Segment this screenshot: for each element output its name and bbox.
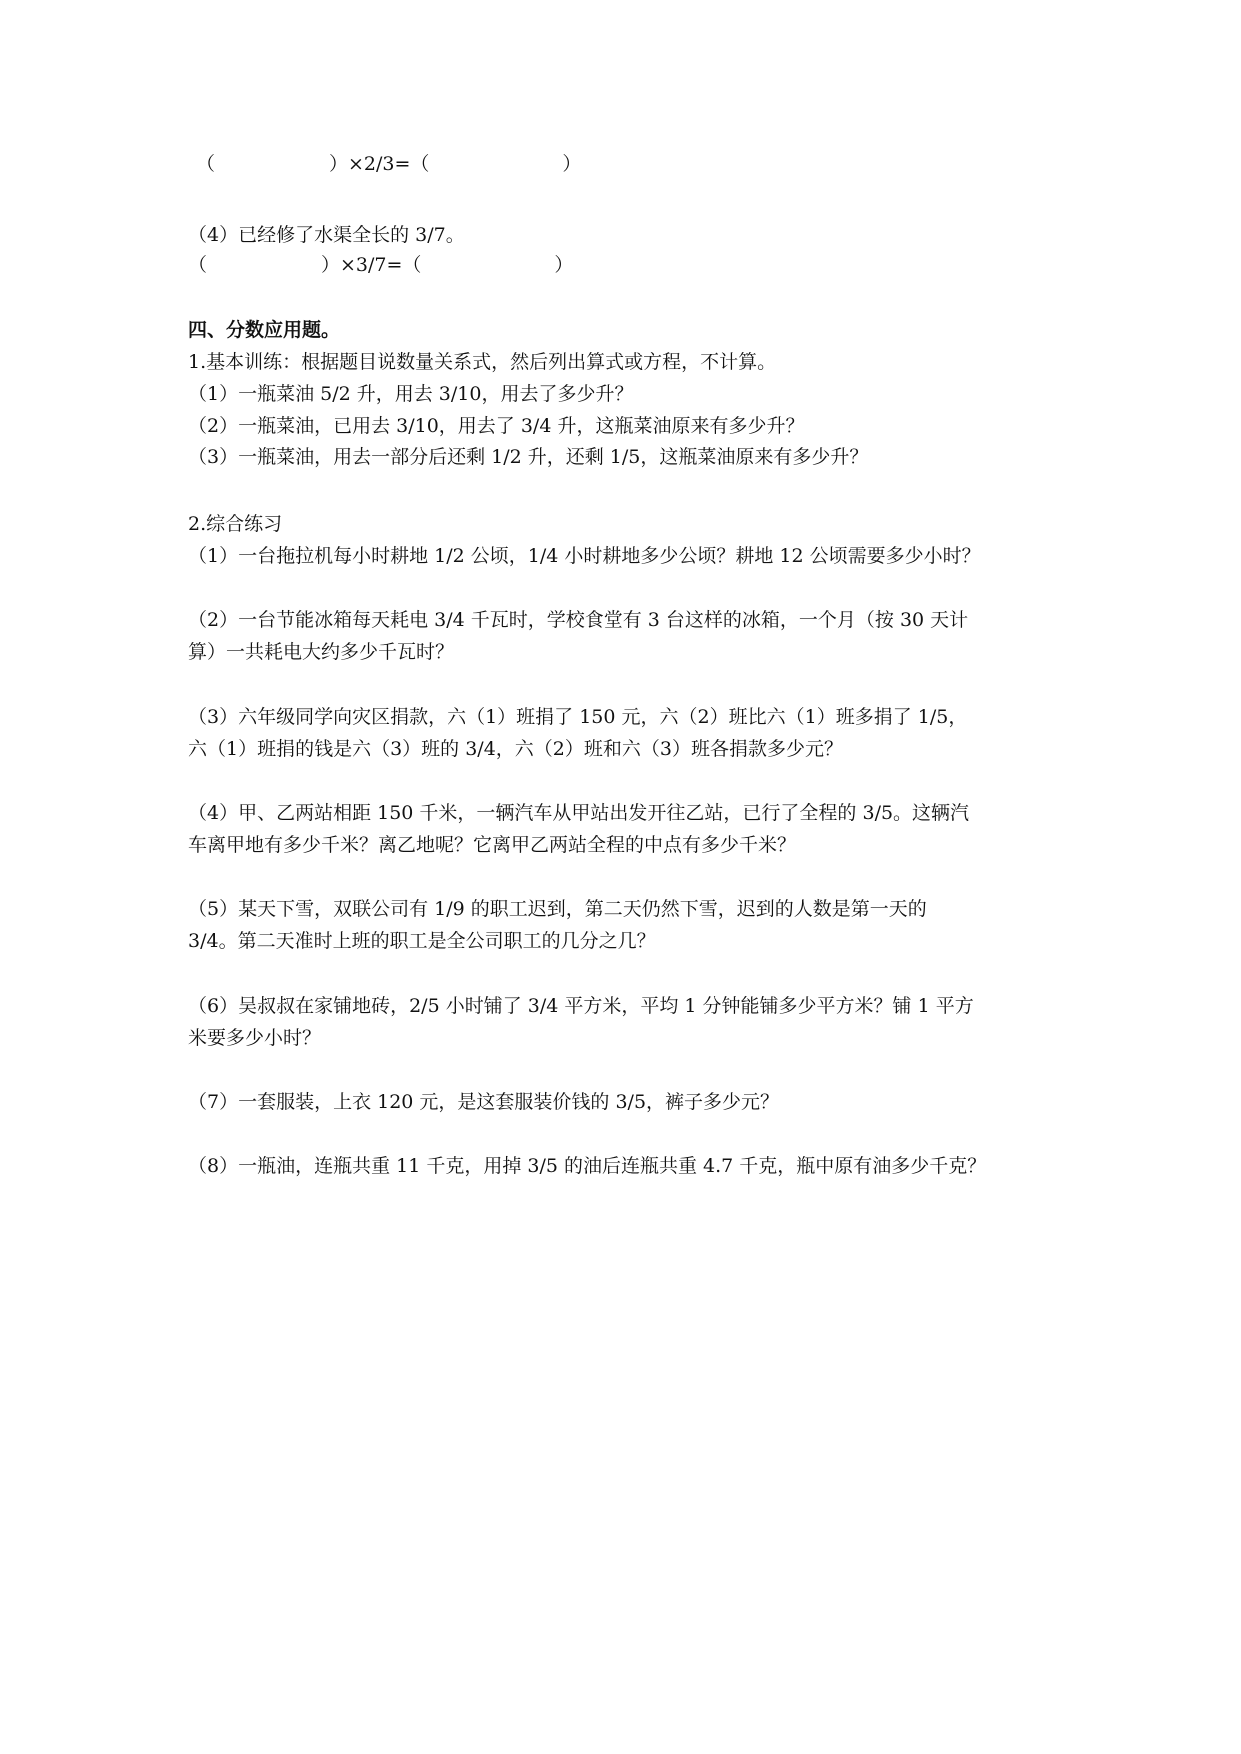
comprehensive-question-6-line-1: （6）吴叔叔在家铺地砖，2/5 小时铺了 3/4 平方米，平均 1 分钟能铺多少平方米？铺 1 平方	[188, 995, 974, 1017]
basic-question-3: （3）一瓶菜油，用去一部分后还剩 1/2 升，还剩 1/5，这瓶菜油原来有多少升？	[188, 446, 869, 468]
comprehensive-question-4-line-2: 车离甲地有多少千米？离乙地呢？它离甲乙两站全程的中点有多少千米？	[188, 834, 797, 856]
blank-equation-2-3: （ ）×2/3=（ ）	[196, 153, 582, 175]
basic-question-2: （2）一瓶菜油，已用去 3/10，用去了 3/4 升，这瓶菜油原来有多少升？	[188, 415, 805, 437]
comprehensive-question-4-line-1: （4）甲、乙两站相距 150 千米，一辆汽车从甲站出发开往乙站，已行了全程的 3/5。这辆汽	[188, 802, 970, 824]
comprehensive-question-6-line-2: 米要多少小时？	[188, 1027, 322, 1049]
comprehensive-question-5-line-1: （5）某天下雪，双联公司有 1/9 的职工迟到，第二天仍然下雪，迟到的人数是第一天的	[188, 898, 927, 920]
comprehensive-question-1: （1）一台拖拉机每小时耕地 1/2 公顷，1/4 小时耕地多少公顷？耕地 12 公顷需要多少小时？	[188, 545, 981, 567]
comprehensive-question-7: （7）一套服装，上衣 120 元，是这套服装价钱的 3/5，裤子多少元？	[188, 1091, 780, 1113]
blank-equation-3-7: （ ）×3/7=（ ）	[188, 254, 574, 276]
comprehensive-question-8: （8）一瓶油，连瓶共重 11 千克，用掉 3/5 的油后连瓶共重 4.7 千克，瓶中原有油多少千克？	[188, 1155, 987, 1177]
section-heading: 四、分数应用题。	[188, 319, 341, 341]
comprehensive-question-2-line-1: （2）一台节能冰箱每天耗电 3/4 千瓦时，学校食堂有 3 台这样的冰箱，一个月（按 30 天计	[188, 609, 969, 631]
comprehensive-question-3-line-2: 六（1）班捐的钱是六（3）班的 3/4，六（2）班和六（3）班各捐款多少元？	[188, 738, 843, 760]
basic-question-1: （1）一瓶菜油 5/2 升，用去 3/10，用去了多少升？	[188, 383, 634, 405]
basic-training-title: 1.基本训练：根据题目说数量关系式，然后列出算式或方程，不计算。	[188, 351, 777, 373]
comprehensive-title: 2.综合练习	[188, 513, 283, 535]
comprehensive-question-3-line-1: （3）六年级同学向灾区捐款，六（1）班捐了 150 元，六（2）班比六（1）班多捐了 1/5，	[188, 706, 968, 728]
item-4-text: （4）已经修了水渠全长的 3/7。	[188, 224, 465, 246]
comprehensive-question-2-line-2: 算）一共耗电大约多少千瓦时？	[188, 641, 455, 663]
comprehensive-question-5-line-2: 3/4。第二天准时上班的职工是全公司职工的几分之几？	[188, 930, 656, 952]
